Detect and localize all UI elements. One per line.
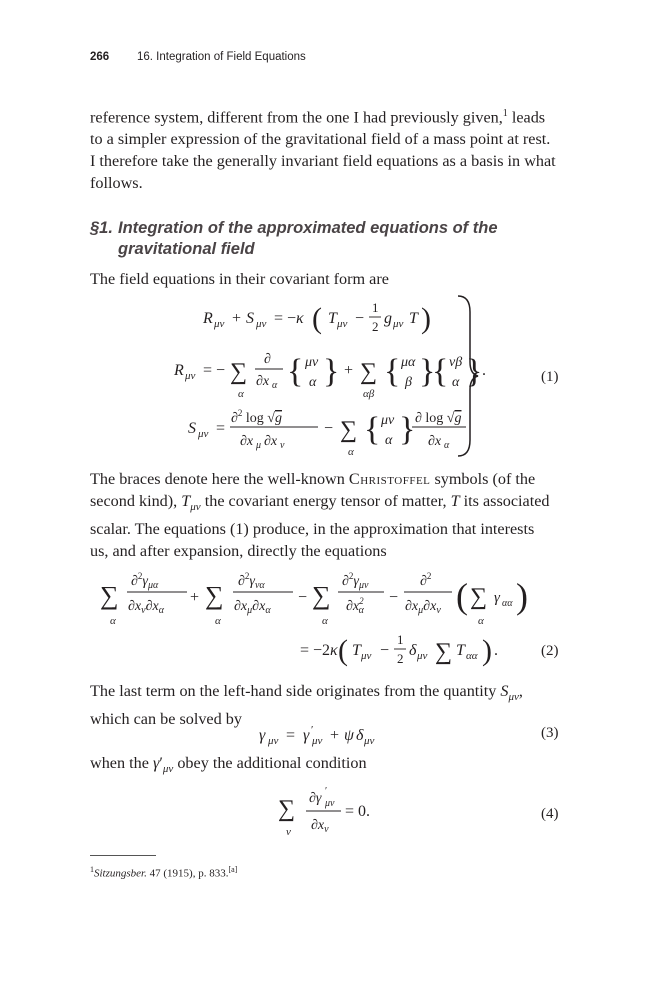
svg-text:μν: μν bbox=[185, 370, 196, 382]
svg-text:∑: ∑ bbox=[205, 581, 224, 610]
text-line: I therefore take the generally invariant field equations as a basis in what bbox=[90, 152, 556, 171]
text-line: when the $\gamma'_{\mu\nu}$ obey the additional condition bbox=[90, 754, 367, 776]
svg-text:μν: μν bbox=[393, 318, 404, 330]
svg-text:= −2κ: = −2κ bbox=[300, 642, 338, 659]
svg-text:β: β bbox=[405, 375, 412, 390]
svg-text:+: + bbox=[344, 362, 354, 379]
paragraph-condition bbox=[90, 752, 562, 780]
svg-text:∂xν: $\partial x_\nu$ bbox=[311, 818, 329, 835]
text-line: The braces denote here the well-known Christoffel symbols (of the bbox=[90, 470, 536, 488]
svg-text:μν: μν bbox=[364, 735, 375, 747]
text-line: which can be solved by bbox=[90, 710, 242, 729]
page-number: 266 bbox=[90, 51, 110, 63]
svg-text:}: } bbox=[419, 353, 436, 390]
svg-text:T: T bbox=[409, 310, 418, 327]
svg-text:αα: αα bbox=[466, 650, 478, 662]
svg-text:S: S bbox=[246, 310, 254, 327]
svg-text:∑: ∑ bbox=[435, 639, 453, 665]
chapter-title: 16. Integration of Field Equations bbox=[137, 51, 306, 63]
svg-text:1: 1 bbox=[397, 632, 404, 647]
svg-text:{: { bbox=[364, 411, 381, 448]
text-line: The last term on the left-hand side originates from the quantity $S_{\mu\nu}$, bbox=[90, 682, 523, 704]
text-line: scalar. The equations (1) produce, in the approximation that interests bbox=[90, 520, 535, 539]
section-number: §1. bbox=[90, 219, 113, 237]
svg-text:R: R bbox=[203, 310, 213, 327]
svg-text:g: g bbox=[384, 310, 392, 327]
svg-text:μν: μν bbox=[325, 798, 335, 809]
footnote-ref-link[interactable]: [a] bbox=[228, 865, 238, 874]
svg-text:α: α bbox=[348, 446, 354, 458]
svg-text:δ: δ bbox=[409, 642, 417, 659]
svg-text:αα: αα bbox=[502, 598, 513, 609]
svg-text:}: } bbox=[466, 353, 483, 390]
text-line: second kind), $T_{\mu\nu}$ the covariant energy tensor of matter, T its associated bbox=[90, 492, 550, 514]
svg-text:= −: = − bbox=[203, 362, 226, 379]
svg-text:μν: μν bbox=[381, 413, 395, 428]
text-line: us, and after expansion, directly the equations bbox=[90, 542, 387, 561]
footnote-rest: 47 (1915), p. 833. bbox=[146, 867, 229, 880]
svg-text:∂2γνα: $\partial^2\gamma_{\nu\alpha}$ bbox=[238, 571, 265, 591]
svg-text:α: α bbox=[309, 375, 317, 390]
svg-text:∂x: ∂x bbox=[256, 374, 270, 389]
svg-text:R: R bbox=[174, 362, 184, 379]
svg-text:∑: ∑ bbox=[100, 581, 119, 610]
svg-text:=: = bbox=[216, 420, 226, 437]
svg-text:.: . bbox=[494, 642, 498, 659]
equation-number: (1) bbox=[541, 369, 559, 385]
svg-text:∑: ∑ bbox=[360, 359, 378, 385]
svg-text:α: α bbox=[385, 433, 393, 448]
svg-text:+: + bbox=[330, 727, 340, 744]
svg-text:∂x: ∂x bbox=[264, 434, 278, 449]
svg-text:−: − bbox=[324, 420, 334, 437]
text-line: to a simpler expression of the gravitational field of a mass point at rest. bbox=[90, 130, 551, 149]
section-title-line2: gravitational field bbox=[118, 240, 255, 258]
svg-text:α: α bbox=[215, 615, 221, 627]
svg-text:′: ′ bbox=[325, 786, 328, 797]
svg-text:∂γ: ∂γ bbox=[309, 791, 322, 806]
text-line: reference system, different from the one I had previously given,$^1$ leads bbox=[90, 108, 546, 127]
svg-text:): ) bbox=[516, 576, 528, 616]
footnote-marker: 1 bbox=[90, 865, 94, 874]
section-heading bbox=[90, 218, 560, 260]
svg-text:): ) bbox=[482, 634, 492, 667]
svg-text:(: ( bbox=[456, 576, 468, 616]
svg-text:∂x: ∂x bbox=[240, 434, 254, 449]
svg-text:{: { bbox=[432, 353, 449, 390]
svg-text:}: } bbox=[399, 411, 416, 448]
svg-text:+: + bbox=[232, 310, 242, 327]
svg-text:=: = bbox=[286, 727, 296, 744]
svg-text:αβ: αβ bbox=[363, 388, 375, 400]
svg-text:μν: μν bbox=[214, 318, 225, 330]
svg-text:): ) bbox=[421, 302, 431, 335]
paragraph-intro bbox=[90, 103, 562, 194]
svg-text:(: ( bbox=[338, 634, 348, 667]
svg-text:−: − bbox=[380, 642, 390, 659]
svg-text:∑: ∑ bbox=[340, 417, 358, 443]
svg-text:T: T bbox=[456, 642, 465, 659]
svg-text:∑: ∑ bbox=[470, 584, 488, 610]
svg-text:T: T bbox=[352, 642, 361, 659]
svg-text:μν: μν bbox=[337, 318, 348, 330]
svg-text:ν: ν bbox=[280, 440, 285, 451]
svg-text:+: + bbox=[190, 589, 200, 606]
svg-text:α: α bbox=[322, 615, 328, 627]
svg-text:−: − bbox=[389, 589, 399, 606]
footnote bbox=[90, 865, 237, 880]
svg-text:μν: μν bbox=[198, 428, 209, 440]
svg-text:T: T bbox=[328, 310, 337, 327]
svg-text:ν: ν bbox=[286, 826, 291, 838]
svg-text:= −κ: = −κ bbox=[274, 310, 304, 327]
svg-text:∂x2α: $\partial x^2$ α bbox=[346, 596, 364, 616]
svg-text:1: 1 bbox=[372, 300, 379, 315]
footnote-source: Sitzungsber. bbox=[94, 867, 147, 880]
svg-text:∑: ∑ bbox=[230, 359, 248, 385]
svg-text:μν: μν bbox=[361, 650, 372, 662]
footnote-rule bbox=[90, 855, 156, 856]
svg-text:α: α bbox=[110, 615, 116, 627]
svg-text:α: α bbox=[238, 388, 244, 400]
svg-text:α: α bbox=[452, 375, 460, 390]
svg-text:α: α bbox=[478, 615, 484, 627]
svg-text:∂2γμν: $\partial^2\gamma_{\mu\nu}$ bbox=[342, 571, 369, 591]
svg-text:μ: μ bbox=[256, 440, 262, 451]
svg-text:{: { bbox=[384, 353, 401, 390]
svg-text:∂2 log √g: ∂$^2$ log √g bbox=[231, 408, 282, 426]
svg-text:μν: μν bbox=[268, 735, 279, 747]
equation-number: (3) bbox=[541, 725, 559, 741]
svg-text:∂ log √g: ∂ log √g bbox=[415, 411, 462, 426]
section-title-line1: Integration of the approximated equations of the bbox=[118, 219, 498, 237]
svg-text:∂: ∂ bbox=[264, 352, 271, 367]
svg-text:δ: δ bbox=[356, 727, 364, 744]
equation-number: (2) bbox=[541, 643, 559, 659]
svg-text:∂2γμα: $\partial^2\gamma_{\mu\alpha}$ bbox=[131, 571, 159, 591]
svg-text:α: α bbox=[272, 380, 278, 391]
paragraph-field-equations: The field equations in their covariant form are bbox=[90, 270, 389, 288]
svg-text:μα: μα bbox=[401, 355, 416, 370]
svg-text:−: − bbox=[355, 310, 365, 327]
svg-text:}: } bbox=[323, 353, 340, 390]
svg-text:{: { bbox=[287, 353, 304, 390]
svg-text:μν: μν bbox=[305, 355, 319, 370]
svg-text:= 0.: = 0. bbox=[345, 803, 371, 820]
svg-text:μν: μν bbox=[417, 650, 428, 662]
svg-text:∑: ∑ bbox=[312, 581, 331, 610]
svg-text:′: ′ bbox=[311, 724, 314, 736]
svg-text:γ: γ bbox=[494, 590, 500, 606]
svg-text:2: 2 bbox=[397, 651, 404, 666]
svg-text:μν: μν bbox=[312, 735, 323, 747]
svg-text:ψ: ψ bbox=[344, 727, 354, 744]
svg-text:γ: γ bbox=[303, 727, 310, 744]
svg-text:∂x: ∂x bbox=[428, 434, 442, 449]
paragraph-christoffel bbox=[90, 468, 562, 562]
svg-text:2: 2 bbox=[372, 319, 379, 334]
svg-text:∂2: ∂$^2$ bbox=[420, 571, 432, 589]
svg-text:γ: γ bbox=[259, 727, 266, 744]
svg-text:∂xμ∂xν: $\partial x_\mu\partial x_\nu$ bbox=[405, 599, 441, 616]
svg-text:∑: ∑ bbox=[278, 796, 296, 822]
svg-text:−: − bbox=[298, 589, 308, 606]
svg-text:μν: μν bbox=[256, 318, 267, 330]
text-line: follows. bbox=[90, 174, 143, 193]
svg-text:α: α bbox=[444, 440, 450, 451]
svg-text:.: . bbox=[482, 362, 486, 379]
equation-number: (4) bbox=[541, 806, 559, 822]
svg-text:S: S bbox=[188, 420, 196, 437]
svg-text:(: ( bbox=[312, 302, 322, 335]
svg-text:∂xμ∂xα: $\partial x_\mu\partial x_\alpha$ bbox=[234, 599, 271, 616]
svg-text:νβ: νβ bbox=[449, 355, 463, 370]
svg-text:∂xν∂xα: $\partial x_\nu\partial x_\alpha$ bbox=[128, 599, 164, 616]
